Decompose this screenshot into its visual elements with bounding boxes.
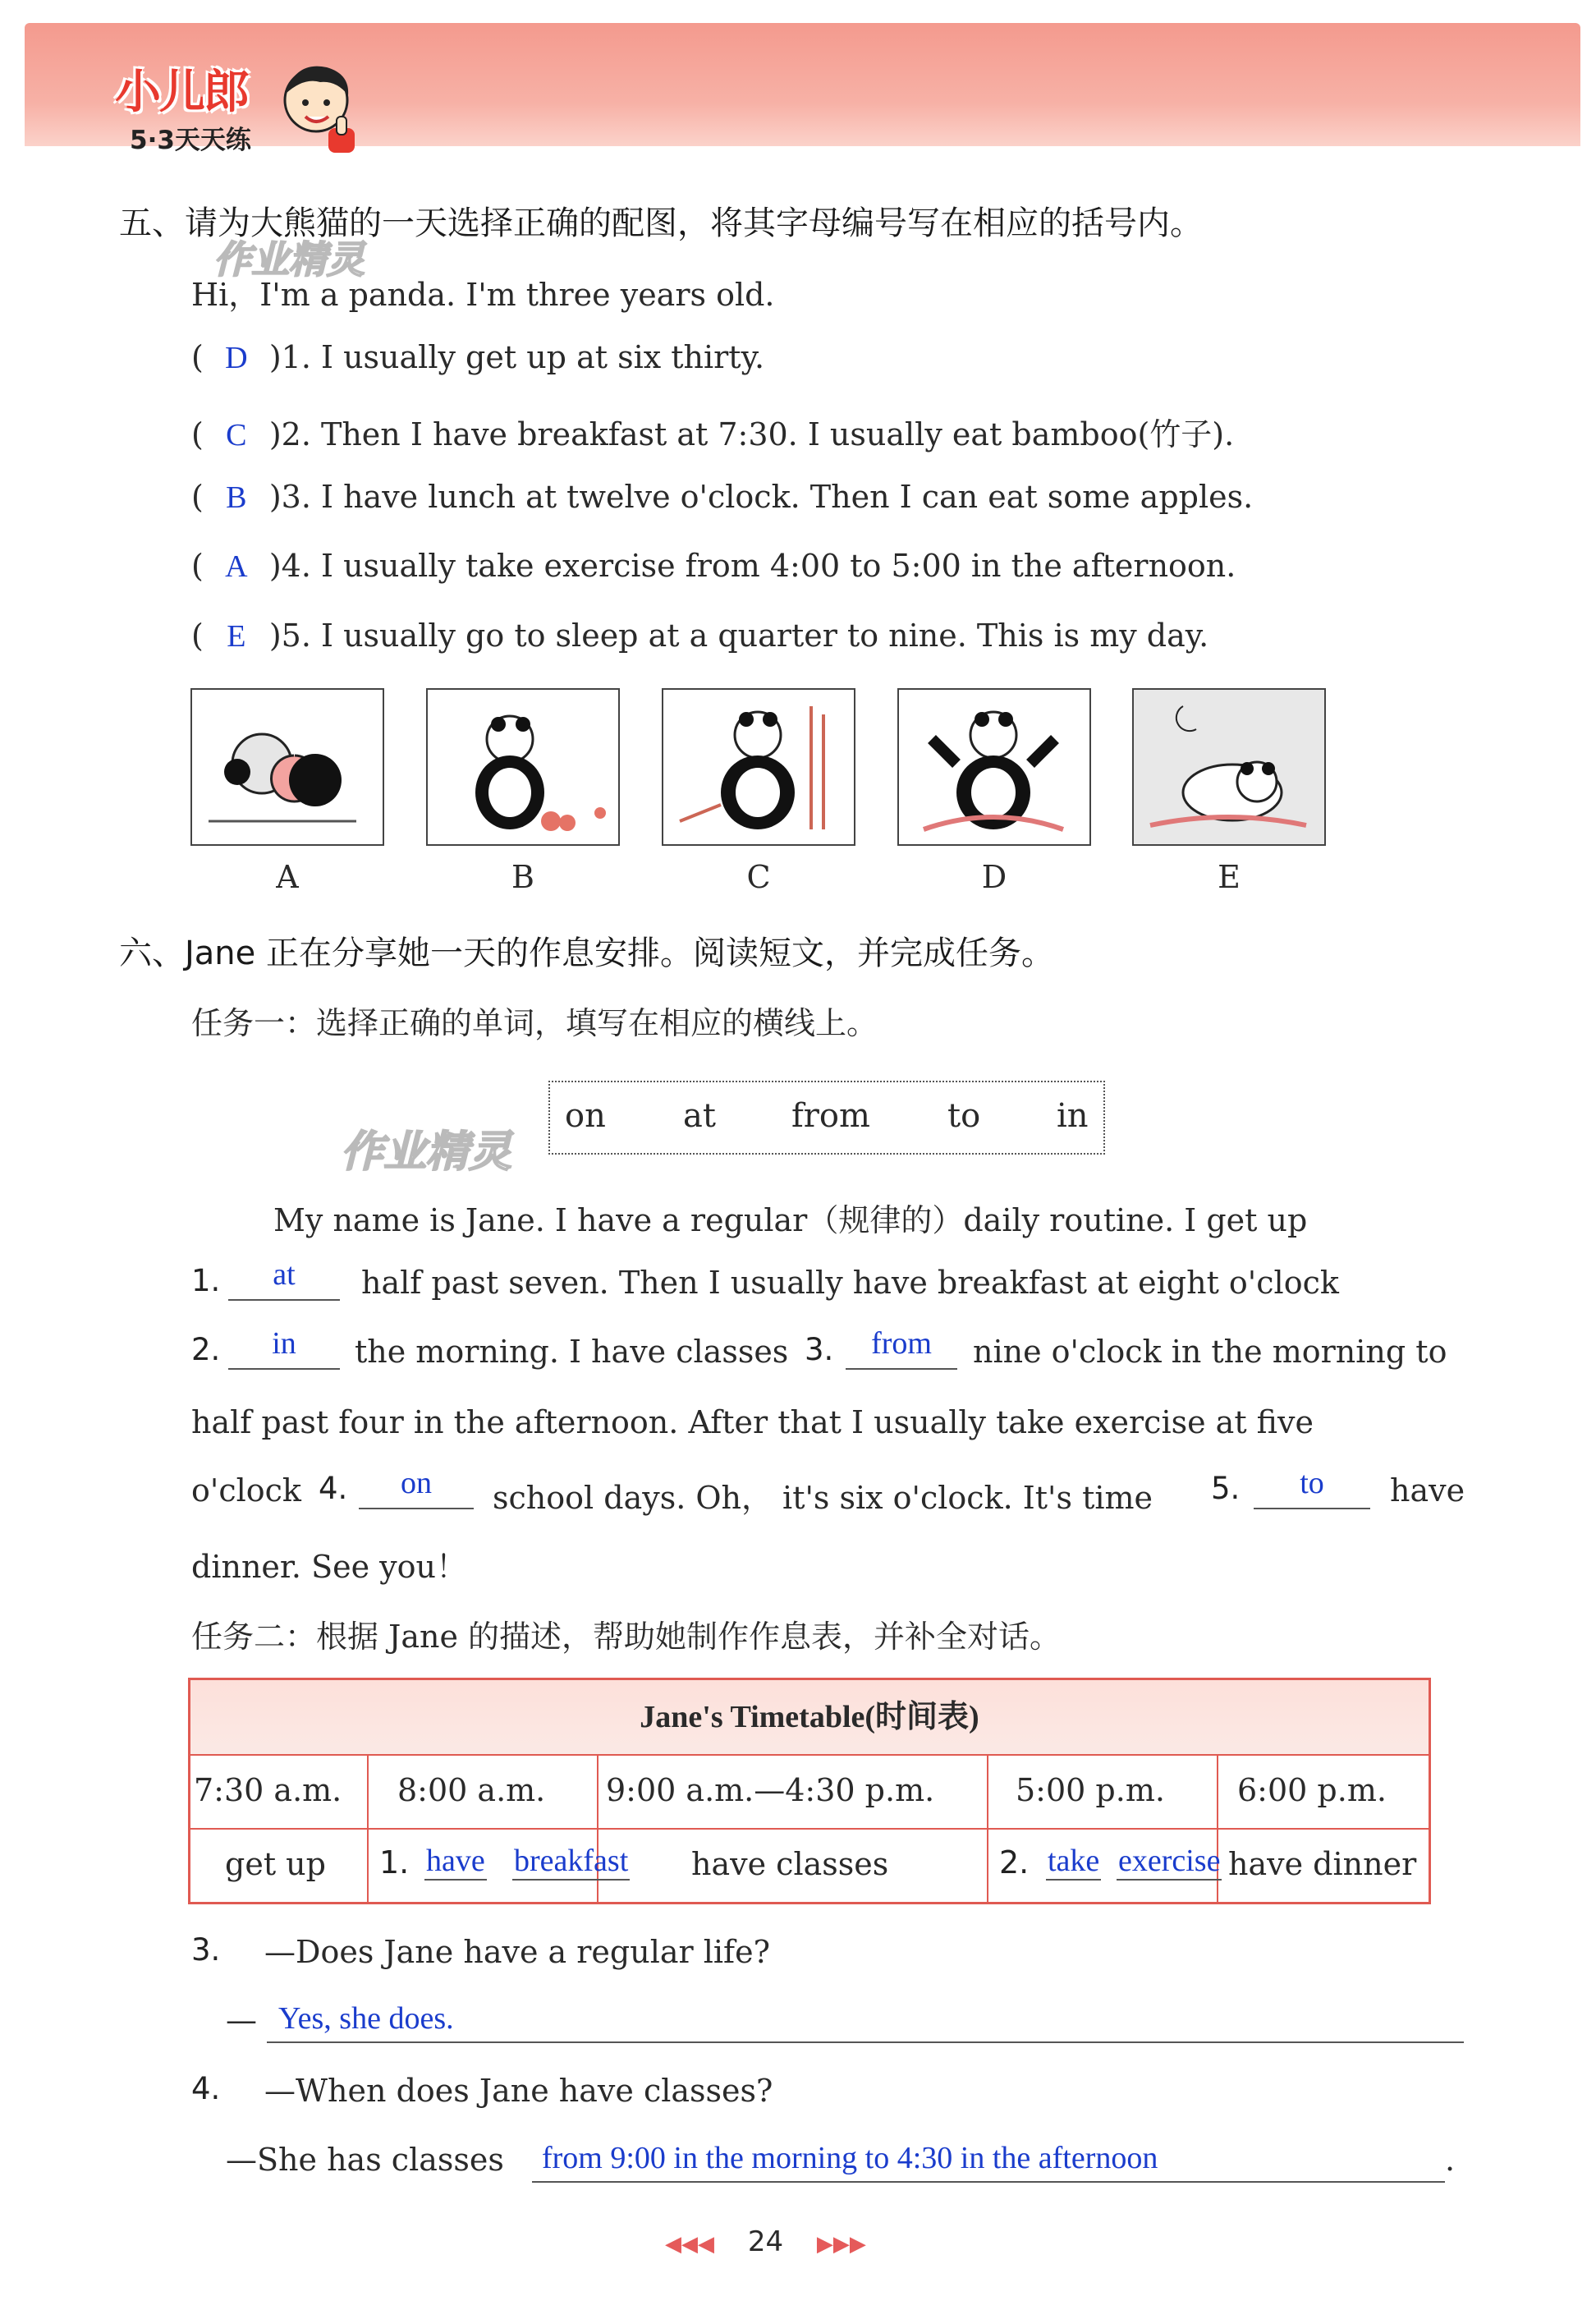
question-number: 3. [191, 1932, 221, 1968]
timetable-time: 8:00 a.m. [397, 1772, 546, 1808]
answer-blank-3: from [846, 1327, 957, 1370]
answer-blank-2: in [228, 1327, 340, 1370]
series-title: 5·3天天练 [130, 126, 251, 155]
question-4: —When does Jane have classes? [264, 2073, 773, 2109]
picture-letter: E [1218, 859, 1241, 895]
passage-text: school days. Oh， it's six o'clock. It's time [493, 1480, 1153, 1516]
timetable-time: 5:00 p.m. [1016, 1772, 1165, 1808]
answer-5: E [227, 619, 246, 654]
passage-text: have [1390, 1472, 1465, 1509]
answer-line-3: Yes, she does. [267, 1997, 1464, 2043]
panda-picture-d [897, 688, 1091, 846]
timetable: Jane's Timetable(时间表) 7:30 a.m. 8:00 a.m. 9:00 a.m.—4:30 p.m. 5:00 p.m. 6:00 p.m. get up 1. have breakfast have classes 2. take exercise have dinner [188, 1678, 1431, 1904]
blank-number: 3. [805, 1332, 834, 1367]
section5-title: 五、请为大熊猫的一天选择正确的配图，将其字母编号写在相应的括号内。 [119, 204, 1203, 242]
header-band [25, 23, 1580, 146]
panda-picture-b [426, 688, 620, 846]
picture-letter: C [746, 859, 771, 895]
right-arrows-icon: ▶▶▶ [816, 2232, 866, 2257]
answer-have: have [424, 1843, 487, 1881]
picture-letter: B [511, 859, 534, 895]
blank-number: 4. [319, 1471, 348, 1506]
picture-letter: A [276, 859, 299, 895]
answer-1: D [225, 341, 248, 375]
answer-exercise: exercise [1117, 1843, 1222, 1881]
list-item: ( C )2. Then I have breakfast at 7:30. I usually eat bamboo(竹子). [191, 416, 1235, 452]
word-bank-item: on [565, 1097, 606, 1135]
word-bank-item: in [1057, 1097, 1089, 1135]
answer-2: C [226, 418, 247, 452]
timetable-activity: get up [225, 1846, 326, 1882]
word-bank-item: from [791, 1097, 870, 1135]
timetable-activity: have classes [691, 1846, 889, 1882]
timetable-time: 6:00 p.m. [1237, 1772, 1387, 1808]
picture-letter: D [981, 859, 1007, 895]
answer-blank-4: on [359, 1467, 474, 1509]
word-bank-item: at [683, 1097, 716, 1135]
dash: — [226, 2002, 257, 2038]
answer-blank-1: at [228, 1258, 340, 1301]
list-item: ( B )3. I have lunch at twelve o'clock. Then I can eat some apples. [191, 479, 1254, 515]
question-number: 4. [191, 2071, 221, 2106]
mascot-icon [271, 57, 361, 156]
timetable-time: 9:00 a.m.—4:30 p.m. [606, 1772, 935, 1808]
panda-picture-c [662, 688, 855, 846]
answer-line-4: from 9:00 in the morning to 4:30 in the afternoon [532, 2137, 1445, 2183]
answer-blank-5: to [1254, 1467, 1370, 1509]
brand-logo: 小儿郎 [115, 66, 248, 119]
passage-text: the morning. I have classes [355, 1334, 789, 1370]
watermark: 作业精灵 [213, 237, 365, 282]
page-number-bar [665, 2225, 866, 2258]
word-bank [548, 1081, 1105, 1155]
section5-intro: Hi，I'm a panda. I'm three years old. [191, 277, 775, 313]
passage-line-6: dinner. See you！ [191, 1549, 467, 1585]
passage-line-1: My name is Jane. I have a regular（规律的）daily routine. I get up [273, 1202, 1308, 1238]
answer-breakfast: breakfast [512, 1843, 630, 1881]
task1-title: 任务一：选择正确的单词，填写在相应的横线上。 [191, 1005, 878, 1041]
watermark: 作业精灵 [341, 1127, 512, 1177]
left-arrows-icon: ◀◀◀ [665, 2232, 714, 2257]
timetable-activity: have dinner [1228, 1846, 1417, 1882]
timetable-time: 7:30 a.m. [194, 1772, 342, 1808]
page-number: 24 [747, 2225, 784, 2258]
passage-text: nine o'clock in the morning to [973, 1334, 1447, 1370]
answer-take: take [1046, 1843, 1101, 1881]
panda-picture-a [190, 688, 384, 846]
passage-text: half past seven. Then I usually have breakfast at eight o'clock [361, 1265, 1339, 1301]
answer-3: B [226, 480, 247, 515]
list-item: ( E )5. I usually go to sleep at a quarter to nine. This is my day. [191, 618, 1209, 654]
timetable-title: Jane's Timetable(时间表) [190, 1680, 1429, 1756]
blank-number: 1. [191, 1263, 221, 1298]
blank-number: 5. [1211, 1471, 1241, 1506]
blank-number: 2. [191, 1332, 221, 1367]
task2-title: 任务二：根据 Jane 的描述，帮助她制作作息表，并补全对话。 [191, 1619, 1062, 1655]
list-item: ( A )4. I usually take exercise from 4:00 to 5:00 in the afternoon. [191, 548, 1236, 584]
section6-title: 六、Jane 正在分享她一天的作息安排。阅读短文，并完成任务。 [119, 935, 1054, 972]
question-3: —Does Jane have a regular life? [264, 1934, 770, 1970]
answer-prefix: —She has classes [226, 2142, 504, 2178]
passage-text: o'clock [191, 1472, 301, 1509]
list-item: ( D )1. I usually get up at six thirty. [191, 339, 765, 375]
word-bank-item: to [947, 1097, 981, 1135]
panda-picture-e [1132, 688, 1326, 846]
answer-4: A [225, 549, 248, 584]
passage-line-4: half past four in the afternoon. After that I usually take exercise at five [191, 1404, 1314, 1440]
